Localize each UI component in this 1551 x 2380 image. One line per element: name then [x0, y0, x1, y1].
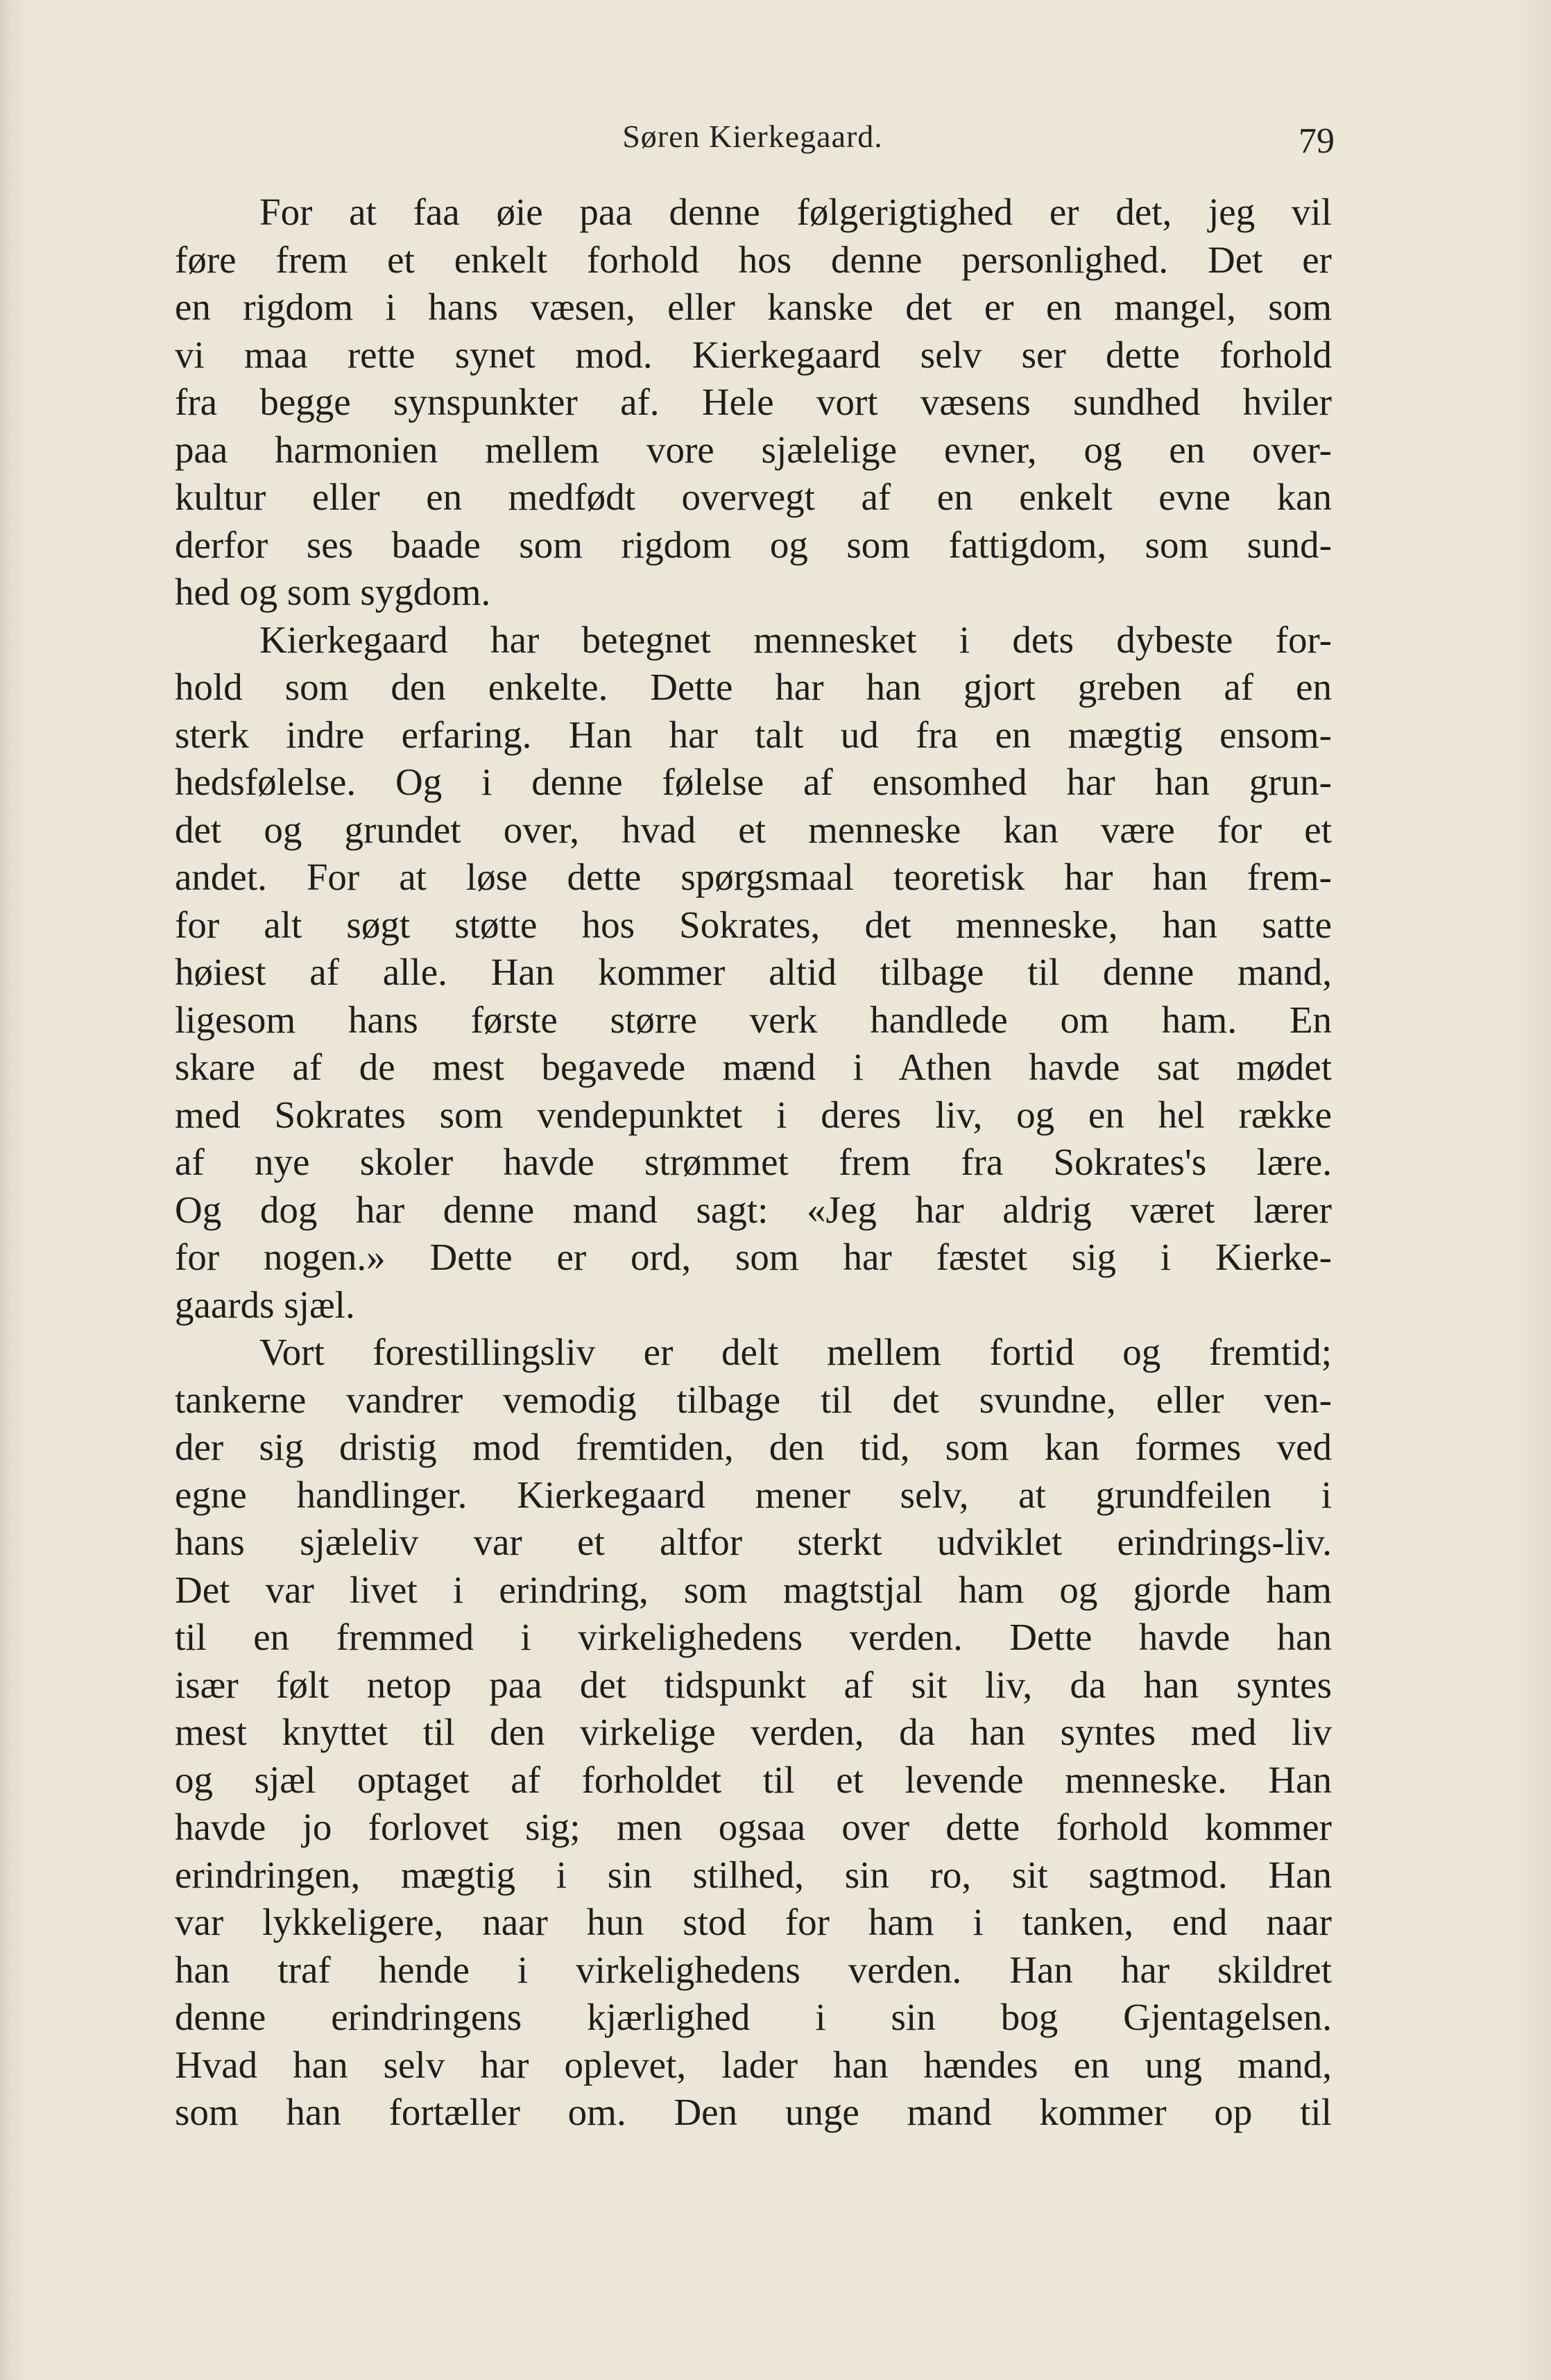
- text-line: hans sjæleliv var et altfor sterkt udviklet erindrings-liv.: [175, 1521, 1332, 1563]
- text-line: hold som den enkelte. Dette har han gjort greben af en: [175, 666, 1332, 708]
- text-line: skare af de mest begavede mænd i Athen havde sat mødet: [175, 1046, 1332, 1088]
- text-line: Det var livet i erindring, som magtstjal ham og gjorde ham: [175, 1568, 1332, 1611]
- running-head: Søren Kierkegaard.: [622, 119, 883, 154]
- text-line: egne handlinger. Kierkegaard mener selv, at grundfeilen i: [175, 1473, 1332, 1516]
- text-line: vi maa rette synet mod. Kierkegaard selv ser dette forhold: [175, 333, 1332, 376]
- text-line: især følt netop paa det tidspunkt af sit liv, da han syntes: [175, 1663, 1332, 1706]
- page-number: 79: [1299, 121, 1335, 161]
- text-line: der sig dristig mod fremtiden, den tid, som kan formes ved: [175, 1426, 1332, 1468]
- text-line: Hvad han selv har oplevet, lader han hændes en ung mand,: [175, 2043, 1332, 2086]
- page-header: [173, 118, 1335, 166]
- text-line: af nye skoler havde strømmet frem fra Sokrates's lære.: [175, 1141, 1332, 1183]
- text-line: Og dog har denne mand sagt: «Jeg har aldrig været lærer: [175, 1188, 1332, 1231]
- text-line: for alt søgt støtte hos Sokrates, det menneske, han satte: [175, 903, 1332, 946]
- text-line: hed og som sygdom.: [175, 571, 491, 613]
- text-line: hedsfølelse. Og i denne følelse af ensomhed har han grun-: [175, 761, 1332, 803]
- text-line: en rigdom i hans væsen, eller kanske det er en mangel, som: [175, 286, 1332, 328]
- text-line: kultur eller en medfødt overvegt af en enkelt evne kan: [175, 476, 1332, 518]
- text-line: høiest af alle. Han kommer altid tilbage til denne mand,: [175, 951, 1332, 993]
- text-line: tankerne vandrer vemodig tilbage til det svundne, eller ven-: [175, 1378, 1332, 1421]
- text-line: sterk indre erfaring. Han har talt ud fra en mægtig ensom-: [175, 713, 1332, 756]
- body-text: [175, 189, 1332, 2137]
- text-line: som han fortæller om. Den unge mand kommer op til: [175, 2091, 1332, 2133]
- text-line: denne erindringens kjærlighed i sin bog Gjentagelsen.: [175, 1996, 1332, 2038]
- text-line: Vort forestillingsliv er delt mellem fortid og fremtid;: [259, 1331, 1332, 1373]
- text-line: Kierkegaard har betegnet mennesket i dets dybeste for-: [259, 618, 1332, 661]
- text-line: med Sokrates som vendepunktet i deres liv, og en hel række: [175, 1093, 1332, 1136]
- text-line: føre frem et enkelt forhold hos denne personlighed. Det er: [175, 238, 1332, 281]
- text-line: var lykkeligere, naar hun stod for ham i tanken, end naar: [175, 1901, 1332, 1943]
- text-line: mest knyttet til den virkelige verden, da han syntes med liv: [175, 1711, 1332, 1753]
- text-line: andet. For at løse dette spørgsmaal teoretisk har han frem-: [175, 856, 1332, 898]
- text-line: han traf hende i virkelighedens verden. Han har skildret: [175, 1948, 1332, 1991]
- text-line: ligesom hans første større verk handlede om ham. En: [175, 998, 1332, 1041]
- text-line: og sjæl optaget af forholdet til et levende menneske. Han: [175, 1758, 1332, 1801]
- text-line: det og grundet over, hvad et menneske kan være for et: [175, 808, 1332, 851]
- text-line: gaards sjæl.: [175, 1283, 355, 1326]
- text-line: paa harmonien mellem vore sjælelige evner, og en over-: [175, 428, 1332, 471]
- text-line: erindringen, mægtig i sin stilhed, sin ro, sit sagtmod. Han: [175, 1853, 1332, 1896]
- text-line: for nogen.» Dette er ord, som har fæstet sig i Kierke-: [175, 1236, 1332, 1278]
- text-line: havde jo forlovet sig; men ogsaa over dette forhold kommer: [175, 1806, 1332, 1848]
- text-line: For at faa øie paa denne følgerigtighed er det, jeg vil: [259, 191, 1332, 233]
- text-line: til en fremmed i virkelighedens verden. Dette havde han: [175, 1616, 1332, 1658]
- text-line: fra begge synspunkter af. Hele vort væsens sundhed hviler: [175, 381, 1332, 423]
- text-line: derfor ses baade som rigdom og som fattigdom, som sund-: [175, 523, 1332, 566]
